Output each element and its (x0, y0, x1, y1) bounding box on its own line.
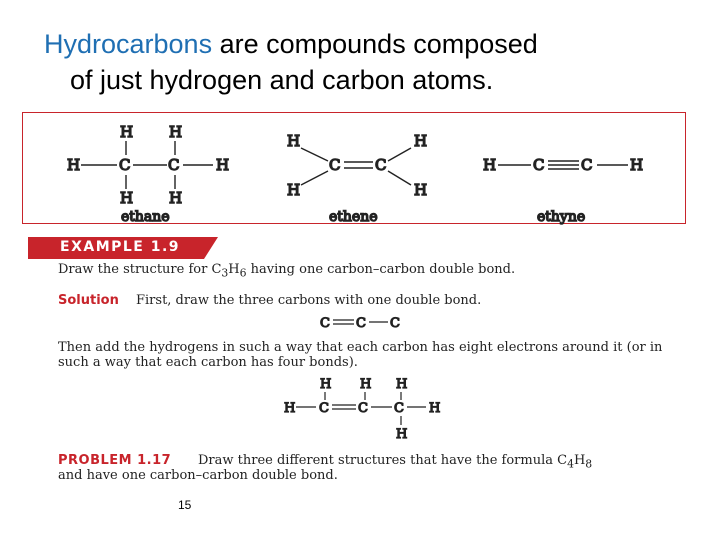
atom-c: C (168, 156, 180, 174)
ethyne-structure (483, 156, 643, 225)
atom-c: C (358, 401, 368, 416)
atom-h: H (287, 181, 301, 199)
atom-c: C (533, 156, 545, 174)
problem-prefix: Draw three different structures that have the formula C (198, 453, 568, 468)
ethane-structure (67, 123, 229, 225)
propene-structure (280, 373, 460, 445)
question-sub: 3 (221, 266, 229, 280)
title-highlight: Hydrocarbons (44, 29, 213, 59)
ethane-label: ethane (121, 209, 170, 225)
atom-c: C (375, 156, 387, 174)
solution-text: First, draw the three carbons with one double bond. (136, 293, 482, 308)
title-line1-rest: are compounds composed (212, 29, 538, 59)
atom-h: H (630, 156, 644, 174)
atom-h: H (287, 132, 301, 150)
title-line2: of just hydrogen and carbon atoms. (70, 65, 494, 95)
atom-h: H (483, 156, 497, 174)
atom-h: H (169, 123, 183, 141)
atom-c: C (394, 401, 404, 416)
ethene-label: ethene (329, 209, 378, 225)
atom-c: C (119, 156, 131, 174)
ethene-structure (287, 132, 427, 225)
atom-h: H (284, 401, 296, 416)
problem-text-line2: and have one carbon–carbon double bond. (58, 468, 338, 483)
atom-h: H (120, 189, 134, 207)
atom-h: H (120, 123, 134, 141)
ethyne-label: ethyne (537, 209, 586, 225)
problem-label: PROBLEM 1.17 (58, 453, 172, 468)
atom-h: H (320, 377, 332, 392)
atom-c: C (329, 156, 341, 174)
molecule-diagrams (23, 113, 687, 225)
atom-h: H (360, 377, 372, 392)
molecule-figure (22, 112, 686, 224)
atom-c: C (320, 316, 330, 331)
atom-h: H (67, 156, 81, 174)
solution-label: Solution (58, 293, 119, 308)
question-sub: 6 (239, 266, 247, 280)
problem-sub: 4 (567, 457, 574, 471)
atom-c: C (581, 156, 593, 174)
solution-paragraph: Then add the hydrogens in such a way that each carbon has eight electrons around it (or in such a way that each carbon has four bonds). (58, 340, 663, 370)
atom-h: H (429, 401, 441, 416)
page-number: 15 (178, 498, 192, 512)
atom-c: C (390, 316, 400, 331)
atom-c: C (356, 316, 366, 331)
problem-mid: H (573, 453, 586, 468)
atom-h: H (414, 181, 428, 199)
question-prefix: Draw the structure for C (58, 262, 222, 277)
carbon-skeleton (316, 312, 416, 332)
question-mid: H (228, 262, 240, 277)
atom-h: H (414, 132, 428, 150)
atom-h: H (396, 377, 408, 392)
atom-h: H (396, 427, 408, 442)
atom-h: H (169, 189, 183, 207)
slide-title (44, 26, 684, 98)
atom-h: H (216, 156, 230, 174)
example-question (58, 262, 515, 280)
example-label: EXAMPLE 1.9 (60, 239, 181, 255)
atom-c: C (319, 401, 329, 416)
problem-sub: 8 (585, 457, 593, 471)
question-suffix: having one carbon–carbon double bond. (246, 262, 516, 277)
